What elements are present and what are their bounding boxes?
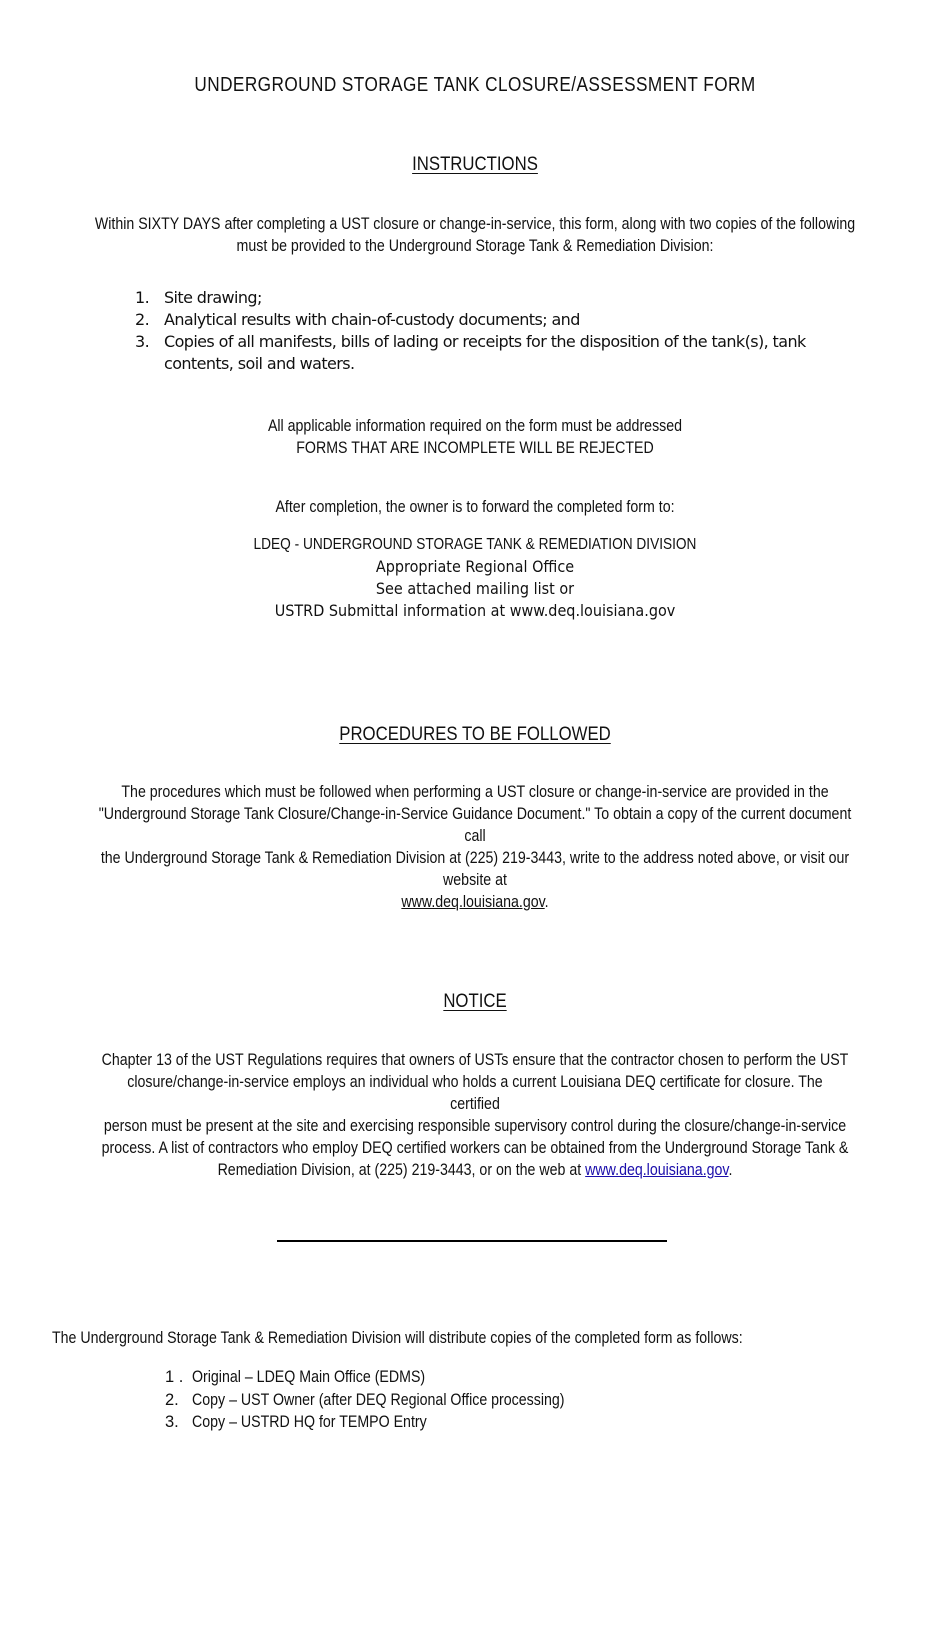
- instructions-intro: [84, 213, 867, 257]
- notice-website-link[interactable]: www.deq.louisiana.gov: [585, 1161, 729, 1179]
- address-line-2: Appropriate Regional Office: [375, 557, 575, 576]
- notice-line-3: person must be present at the site and exercising responsible supervisory control during the closure/change-in-service: [103, 1117, 847, 1135]
- instructions-intro-line-2: must be provided to the Underground Storage Tank & Remediation Division:: [236, 237, 714, 255]
- notice-line-2: closure/change-in-service employs an individual who holds a current Louisiana DEQ certificate for closure. The certified: [127, 1073, 823, 1113]
- list-item: [165, 1389, 765, 1412]
- list-item-text: Site drawing;: [164, 288, 262, 307]
- list-item-text: Copy – UST Owner (after DEQ Regional Office processing): [192, 1390, 565, 1409]
- notice-line-4: process. A list of contractors who employ DEQ certified workers can be obtained from the Underground Storage Tank &: [101, 1139, 849, 1157]
- address-line-4: USTRD Submittal information at www.deq.louisiana.gov: [274, 601, 676, 620]
- procedures-heading: PROCEDURES TO BE FOLLOWED: [339, 723, 611, 745]
- forward-instruction: After completion, the owner is to forward the completed form to:: [275, 498, 675, 516]
- list-item: [135, 331, 815, 375]
- notice-heading: NOTICE: [443, 990, 507, 1012]
- notice-paragraph: [101, 1049, 849, 1181]
- completeness-notice: [67, 415, 884, 459]
- list-item: [135, 287, 815, 309]
- address-line-3: See attached mailing list or: [375, 579, 575, 598]
- procedures-line-3: the Underground Storage Tank & Remediation Division at (225) 219-3443, write to the address noted above, or visit our: [100, 849, 850, 867]
- list-item-number: 2.: [135, 310, 150, 329]
- instructions-intro-line-1: Within SIXTY DAYS after completing a UST closure or change-in-service, this form, along with two copies of the following: [94, 215, 856, 233]
- list-item-number: 3.: [135, 332, 150, 351]
- required-documents-list: [135, 287, 815, 375]
- notice-line-1: Chapter 13 of the UST Regulations requires that owners of USTs ensure that the contractor chosen to perform the UST: [101, 1051, 849, 1069]
- procedures-website-link[interactable]: www.deq.louisiana.gov: [401, 893, 545, 911]
- procedures-line-2: "Underground Storage Tank Closure/Change-in-Service Guidance Document." To obtain a copy of the current document call: [98, 805, 852, 845]
- list-item-text: Analytical results with chain-of-custody documents; and: [164, 310, 580, 329]
- notice-line-5: [101, 1159, 849, 1181]
- distribution-list: [165, 1366, 765, 1434]
- applicable-info-text: All applicable information required on the form must be addressed: [267, 417, 683, 435]
- instructions-heading: INSTRUCTIONS: [412, 153, 538, 175]
- procedures-line-4: website at: [443, 871, 507, 889]
- distribution-intro: The Underground Storage Tank & Remediation Division will distribute copies of the completed form as follows:: [52, 1329, 743, 1347]
- list-item-text: Original – LDEQ Main Office (EDMS): [192, 1368, 426, 1386]
- list-item-text: Copy – USTRD HQ for TEMPO Entry: [192, 1413, 427, 1431]
- list-item-text: Copies of all manifests, bills of lading or receipts for the disposition of the tank(s), tank contents, soil and waters.: [164, 332, 806, 373]
- list-item-number: 1.: [135, 288, 150, 307]
- rejection-warning: FORMS THAT ARE INCOMPLETE WILL BE REJECTED: [296, 439, 654, 457]
- mailing-address: [48, 533, 903, 622]
- procedures-link-line: [92, 891, 857, 913]
- list-item-number: 1 .: [165, 1368, 184, 1386]
- notice-link-suffix: .: [728, 1161, 733, 1179]
- address-line-1: LDEQ - UNDERGROUND STORAGE TANK & REMEDIATION DIVISION: [253, 536, 697, 553]
- procedures-paragraph: [92, 781, 857, 913]
- list-item: [135, 309, 815, 331]
- procedures-link-suffix: .: [544, 893, 549, 911]
- notice-line-5-text: Remediation Division, at (225) 219-3443, or on the web at: [217, 1161, 582, 1179]
- list-item-number: 3.: [165, 1413, 179, 1431]
- section-divider: [277, 1240, 667, 1242]
- form-title: UNDERGROUND STORAGE TANK CLOSURE/ASSESSMENT FORM: [194, 74, 756, 96]
- list-item-number: 2.: [165, 1390, 179, 1409]
- procedures-line-1: The procedures which must be followed when performing a UST closure or change-in-service are provided in the: [121, 783, 829, 801]
- list-item: [165, 1366, 765, 1389]
- list-item: [165, 1411, 765, 1434]
